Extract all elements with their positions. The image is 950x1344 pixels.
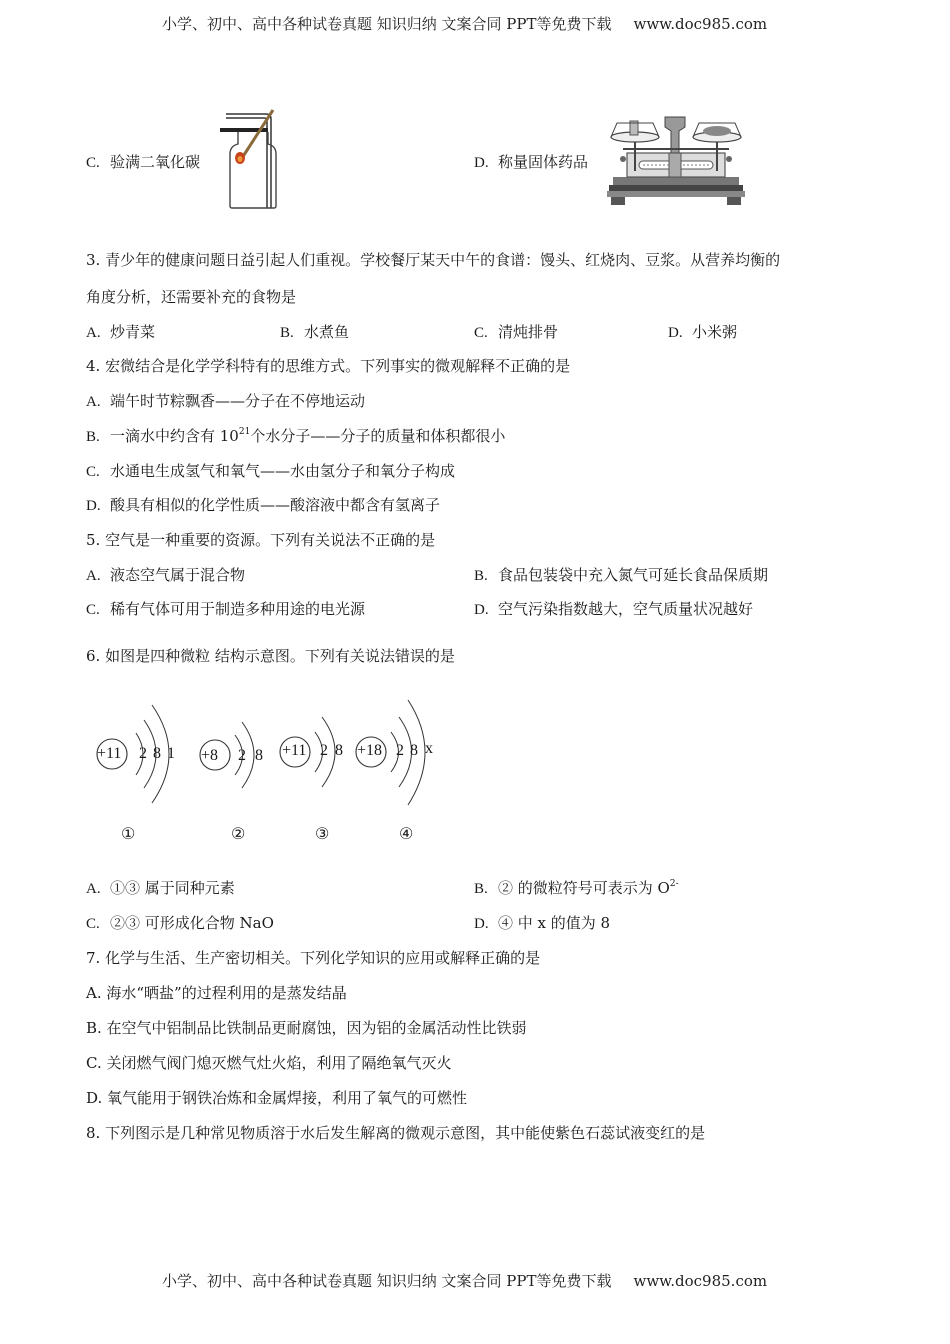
q2-option-d (474, 152, 588, 173)
gas-jar-figure-icon (218, 108, 288, 210)
option-letter: D. (474, 602, 489, 618)
atom2-shell2: 8 (255, 747, 263, 764)
option-letter: A. (86, 394, 101, 410)
header-text: 小学、初中、高中各种试卷真题 知识归纳 文案合同 PPT等免费下载 (162, 15, 612, 33)
option-text-pre: ② 的微粒符号可表示为 O (498, 879, 670, 897)
atom3-shell1: 2 (320, 742, 328, 759)
q3-option-b (280, 322, 349, 343)
atom4-nucleus: +18 (357, 742, 383, 759)
option-letter: C. (86, 602, 100, 618)
q2-option-c (86, 152, 200, 173)
balance-scale-figure-icon (605, 115, 747, 207)
option-letter: B. (280, 325, 294, 341)
option-text-pre: 一滴水中约含有 10 (110, 427, 239, 445)
option-text: 小米粥 (692, 323, 738, 341)
q5-option-b (474, 565, 768, 586)
option-letter: C. (86, 916, 100, 932)
atom2-nucleus: +8 (201, 747, 219, 764)
q4-option-d (86, 495, 440, 516)
diagram-label-1: ① (121, 824, 136, 843)
q6-option-a (86, 878, 235, 899)
q7-stem: 7. 化学与生活、生产密切相关。下列化学知识的应用或解释正确的是 (86, 949, 541, 967)
atom1-shell1: 2 (139, 745, 147, 762)
option-text: 酸具有相似的化学性质——酸溶液中都含有氢离子 (110, 496, 441, 514)
option-text-post: 个水分子——分子的质量和体积都很小 (250, 427, 506, 445)
option-text: 水通电生成氢气和氧气——水由氢分子和氧分子构成 (110, 462, 456, 480)
option-text: 液态空气属于混合物 (110, 566, 246, 584)
footer-text: 小学、初中、高中各种试卷真题 知识归纳 文案合同 PPT等免费下载 (162, 1272, 612, 1290)
option-text: ①③ 属于同种元素 (110, 879, 235, 897)
option-letter: C. (86, 464, 100, 480)
atomic-structure-diagrams (90, 695, 445, 850)
option-text: 水煮鱼 (304, 323, 350, 341)
option-text: 称量固体药品 (498, 153, 589, 171)
q5-option-d (474, 599, 753, 620)
atom2-shell1: 2 (238, 747, 246, 764)
option-text: 端午时节粽飘香——分子在不停地运动 (110, 392, 366, 410)
option-text: 验满二氧化碳 (110, 153, 201, 171)
q4-stem: 4. 宏微结合是化学学科特有的思维方式。下列事实的微观解释不正确的是 (86, 357, 571, 375)
option-text: 炒青菜 (110, 323, 156, 341)
option-letter: A. (86, 881, 101, 897)
q6-option-b (474, 878, 679, 899)
page-footer (162, 1270, 767, 1291)
option-letter: D. (668, 325, 683, 341)
atom4-shell2: 8 (410, 742, 418, 759)
q3-stem-line2: 角度分析，还需要补充的食物是 (86, 288, 297, 306)
q8-stem: 8. 下列图示是几种常见物质溶于水后发生解离的微观示意图，其中能使紫色石蕊试液变红的是 (86, 1124, 706, 1142)
ion-charge: 2- (669, 879, 679, 889)
q6-stem: 6. 如图是四种微粒 结构示意图。下列有关说法错误的是 (86, 647, 455, 665)
q4-option-a (86, 391, 365, 412)
page-header (162, 13, 767, 34)
option-text: 稀有气体可用于制造多种用途的电光源 (110, 600, 366, 618)
option-letter: D. (474, 155, 489, 171)
option-text: 食品包装袋中充入氮气可延长食品保质期 (498, 566, 769, 584)
option-letter: A. (86, 325, 101, 341)
exponent: 21 (238, 427, 251, 437)
atom4-shell1: 2 (396, 742, 404, 759)
atom1-shell3: 1 (167, 745, 175, 762)
diagram-label-4: ④ (399, 824, 414, 843)
option-text: 清炖排骨 (498, 323, 559, 341)
q7-option-b: B. 在空气中铝制品比铁制品更耐腐蚀，因为铝的金属活动性比铁弱 (86, 1019, 527, 1037)
q7-option-d: D. 氧气能用于钢铁冶炼和金属焊接，利用了氧气的可燃性 (86, 1089, 468, 1107)
q5-option-c (86, 599, 365, 620)
option-text: 空气污染指数越大，空气质量状况越好 (498, 600, 754, 618)
q7-option-c: C. 关闭燃气阀门熄灭燃气灶火焰，利用了隔绝氧气灭火 (86, 1054, 452, 1072)
q6-option-c (86, 913, 274, 934)
q4-option-c (86, 461, 455, 482)
q3-option-a (86, 322, 155, 343)
q3-stem-line1: 3. 青少年的健康问题日益引起人们重视。学校餐厅某天中午的食谱：馒头、红烧肉、豆浆。从营养均衡的 (86, 251, 781, 269)
option-letter: D. (474, 916, 489, 932)
option-letter: B. (474, 881, 488, 897)
option-letter: D. (86, 498, 101, 514)
option-text: ④ 中 x 的值为 8 (498, 914, 611, 932)
atom4-shell3: x (425, 740, 433, 757)
q5-stem: 5. 空气是一种重要的资源。下列有关说法不正确的是 (86, 531, 436, 549)
atom3-shell2: 8 (335, 742, 343, 759)
atom1-nucleus: +11 (97, 745, 122, 762)
atom3-nucleus: +11 (282, 742, 307, 759)
option-text: ②③ 可形成化合物 NaO (110, 914, 274, 932)
atom1-shell2: 8 (153, 745, 161, 762)
option-letter: A. (86, 568, 101, 584)
footer-url: www.doc985.com (633, 1272, 768, 1290)
q5-option-a (86, 565, 245, 586)
option-letter: B. (474, 568, 488, 584)
q6-option-d (474, 913, 610, 934)
option-letter: C. (474, 325, 488, 341)
diagram-label-2: ② (231, 824, 246, 843)
header-url: www.doc985.com (633, 15, 768, 33)
q4-option-b (86, 426, 505, 447)
option-letter: C. (86, 155, 100, 171)
q3-option-c (474, 322, 558, 343)
option-letter: B. (86, 429, 100, 445)
q7-option-a: A. 海水“晒盐”的过程利用的是蒸发结晶 (86, 984, 347, 1002)
q3-option-d (668, 322, 737, 343)
diagram-label-3: ③ (315, 824, 330, 843)
